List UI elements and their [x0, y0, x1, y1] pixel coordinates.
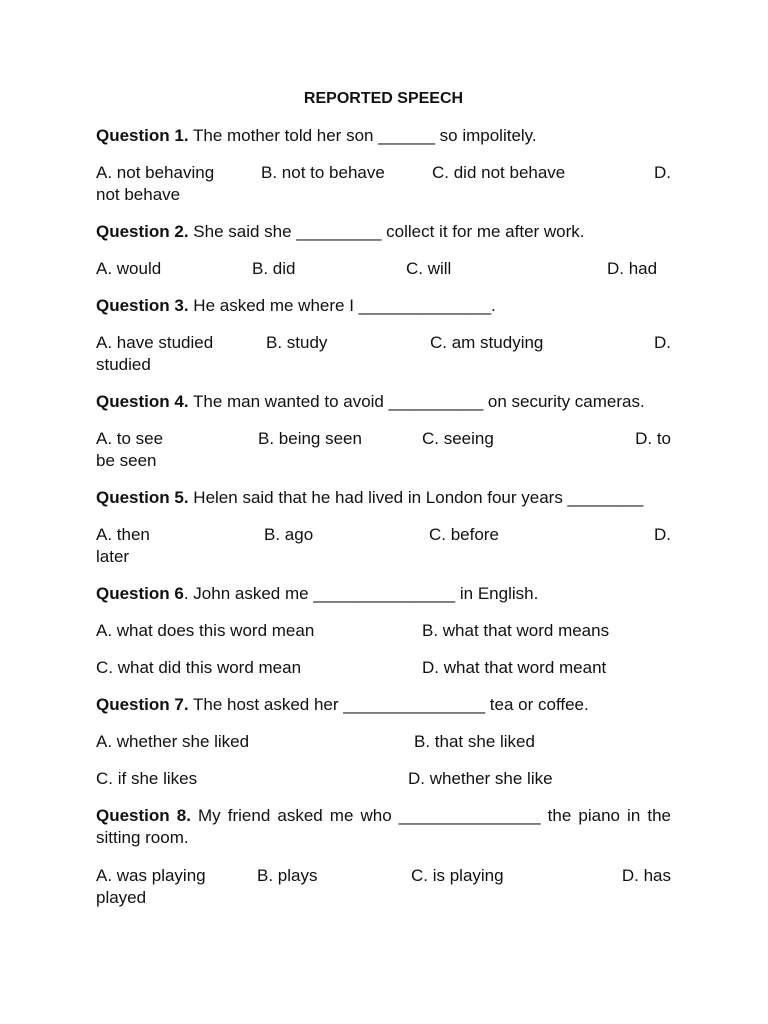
option-d-wrap[interactable]: not behave — [96, 185, 181, 204]
question-5-options — [96, 524, 671, 546]
option-d[interactable]: D. has — [621, 866, 671, 885]
option-c[interactable]: C. seeing — [422, 429, 494, 448]
question-text: My friend asked me who _______________ the piano in the sitting room. — [96, 806, 671, 847]
option-d-wrap[interactable]: played — [96, 888, 147, 907]
option-a[interactable]: A. was playing — [96, 866, 206, 885]
question-text: The host asked her _______________ tea or coffee. — [188, 695, 589, 714]
question-7-options-row-1 — [96, 731, 671, 753]
option-d-wrap[interactable]: studied — [96, 355, 151, 374]
option-c[interactable]: C. if she likes — [96, 769, 198, 788]
option-a[interactable]: A. to see — [96, 429, 164, 448]
question-2 — [96, 221, 671, 243]
option-d[interactable]: D. — [654, 163, 671, 182]
option-c[interactable]: C. is playing — [411, 866, 504, 885]
question-3 — [96, 295, 671, 317]
question-3-options — [96, 332, 671, 354]
question-text: She said she _________ collect it for me after work. — [188, 222, 585, 241]
question-8 — [96, 805, 671, 849]
question-text: The man wanted to avoid __________ on security cameras. — [188, 392, 645, 411]
question-4-options — [96, 428, 671, 450]
option-b[interactable]: B. that she liked — [414, 732, 535, 751]
question-7 — [96, 694, 671, 716]
option-a[interactable]: A. then — [96, 525, 150, 544]
option-d-wrap[interactable]: be seen — [96, 451, 157, 470]
option-c[interactable]: C. will — [406, 259, 452, 278]
option-d[interactable]: D. whether she like — [408, 769, 553, 788]
question-6-options-row-1 — [96, 620, 671, 642]
worksheet-title: REPORTED SPEECH — [303, 90, 464, 107]
option-d[interactable]: D. — [654, 525, 671, 544]
option-a[interactable]: A. would — [96, 259, 162, 278]
question-label: Question 6 — [96, 584, 184, 603]
question-6-options-row-2 — [96, 657, 671, 679]
question-label: Question 5. — [96, 488, 189, 507]
option-a[interactable]: A. have studied — [96, 333, 214, 352]
question-1-options — [96, 162, 671, 184]
question-2-options — [96, 258, 671, 280]
option-c[interactable]: C. am studying — [430, 333, 544, 352]
question-text: The mother told her son ______ so impolitely. — [188, 126, 537, 145]
option-b[interactable]: B. did — [252, 259, 296, 278]
option-b[interactable]: B. what that word means — [422, 621, 610, 640]
option-c[interactable]: C. what did this word mean — [96, 658, 302, 677]
option-d[interactable]: D. — [654, 333, 671, 352]
option-b[interactable]: B. being seen — [258, 429, 362, 448]
option-b[interactable]: B. not to behave — [261, 163, 385, 182]
question-label: Question 7. — [96, 695, 189, 714]
option-d[interactable]: D. had — [607, 259, 658, 278]
question-label: Question 2. — [96, 222, 189, 241]
question-label: Question 3. — [96, 296, 189, 315]
option-b[interactable]: B. plays — [257, 866, 318, 885]
question-1 — [96, 125, 671, 147]
option-d[interactable]: D. to — [635, 429, 671, 448]
option-a[interactable]: A. whether she liked — [96, 732, 250, 751]
option-d[interactable]: D. what that word meant — [422, 658, 607, 677]
option-a[interactable]: A. not behaving — [96, 163, 215, 182]
question-label: Question 1. — [96, 126, 189, 145]
question-label: Question 8. — [96, 806, 191, 825]
question-text: He asked me where I ______________. — [188, 296, 496, 315]
option-d-wrap[interactable]: later — [96, 547, 130, 566]
question-7-options-row-2 — [96, 768, 671, 790]
question-label: Question 4. — [96, 392, 189, 411]
option-c[interactable]: C. before — [429, 525, 499, 544]
question-6 — [96, 583, 671, 605]
option-a[interactable]: A. what does this word mean — [96, 621, 315, 640]
question-8-options — [96, 865, 671, 887]
option-c[interactable]: C. did not behave — [432, 163, 566, 182]
option-b[interactable]: B. study — [266, 333, 328, 352]
option-b[interactable]: B. ago — [264, 525, 314, 544]
question-5 — [96, 487, 671, 509]
question-4 — [96, 391, 671, 413]
question-text: Helen said that he had lived in London four years ________ — [188, 488, 644, 507]
question-text: . John asked me _______________ in English. — [183, 584, 539, 603]
